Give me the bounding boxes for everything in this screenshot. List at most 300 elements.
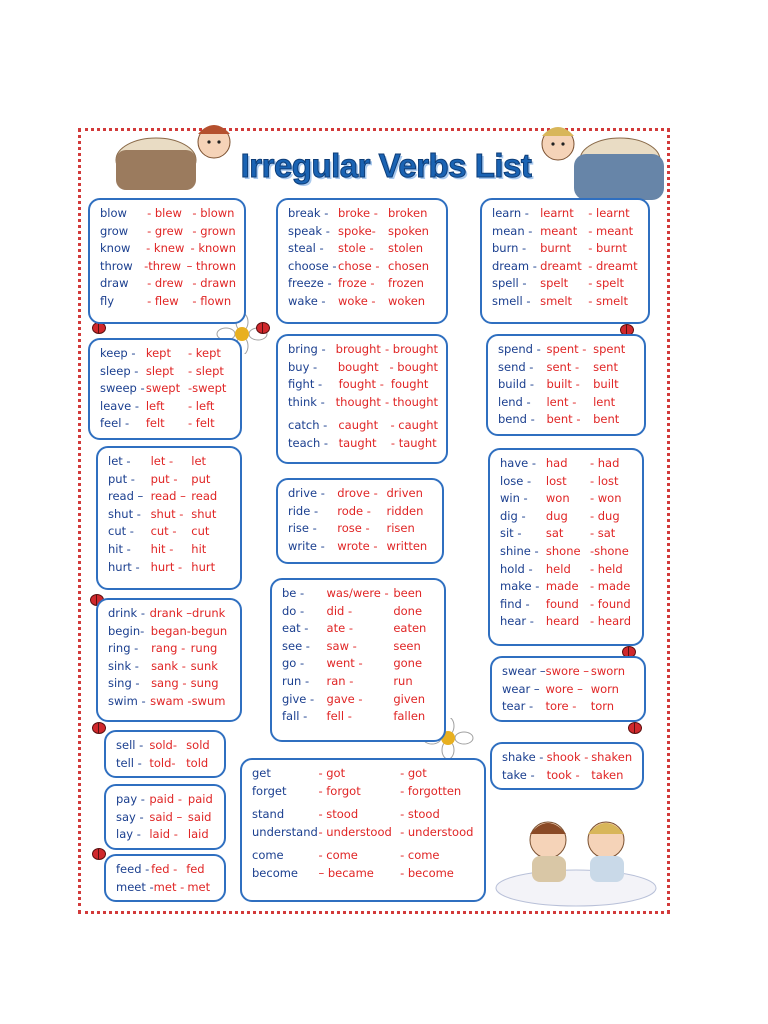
ladybug-icon xyxy=(92,848,106,860)
past-participle: read xyxy=(191,489,218,504)
verb-group xyxy=(502,663,636,716)
base-form: go - xyxy=(282,656,305,671)
verb-group xyxy=(288,417,438,452)
base-form: fly xyxy=(100,293,115,308)
base-form: buy - xyxy=(288,359,318,374)
past-participle: paid xyxy=(187,792,213,806)
past-participle: spoken xyxy=(388,223,429,238)
verb-group xyxy=(116,737,216,772)
past-simple: brought xyxy=(335,342,381,356)
base-form: fall - xyxy=(282,709,308,724)
past-participle: rung xyxy=(190,641,218,656)
past-simple: -threw xyxy=(144,258,182,273)
base-form: steal - xyxy=(288,241,324,256)
base-form: break - xyxy=(288,206,329,220)
verb-row xyxy=(498,411,636,429)
base-form: hold - xyxy=(500,561,533,576)
base-form: know xyxy=(100,241,131,256)
past-simple: broke - xyxy=(338,206,378,220)
past-participle: cut xyxy=(191,524,210,539)
verb-row xyxy=(498,394,636,412)
past-simple: smelt xyxy=(540,293,573,308)
past-participle: - left xyxy=(188,398,215,413)
past-simple: hurt - xyxy=(150,559,183,574)
base-form: get xyxy=(252,766,271,780)
ladybug-icon xyxy=(256,322,270,334)
verb-row xyxy=(288,341,438,359)
verb-row xyxy=(100,258,236,276)
base-form: wear – xyxy=(502,681,540,696)
verb-box-pay xyxy=(104,784,226,850)
verb-row xyxy=(500,490,634,508)
past-simple: built - xyxy=(546,377,580,392)
past-simple: had xyxy=(545,456,568,470)
base-form: spell - xyxy=(492,276,527,291)
past-simple: wore – xyxy=(545,681,583,696)
past-participle: risen xyxy=(386,521,415,536)
past-simple: said – xyxy=(149,809,183,824)
past-participle: - caught xyxy=(390,418,438,433)
verb-group xyxy=(100,205,236,311)
past-simple: tore - xyxy=(545,699,577,714)
past-participle: eaten xyxy=(393,621,427,636)
past-participle: - made xyxy=(589,579,631,594)
past-participle: written xyxy=(386,538,428,553)
verb-row xyxy=(288,417,438,435)
verb-row xyxy=(108,640,232,658)
past-participle: said xyxy=(187,809,212,824)
angels-on-cloud-illustration xyxy=(486,800,666,910)
verb-row xyxy=(100,293,236,311)
verb-row xyxy=(502,663,636,681)
past-participle: met xyxy=(187,879,211,894)
past-participle: - slept xyxy=(188,363,224,378)
past-simple: - flew xyxy=(147,293,179,308)
past-simple: saw - xyxy=(326,638,357,653)
past-participle: - grown xyxy=(192,223,236,238)
verb-row xyxy=(288,435,438,453)
verb-row xyxy=(498,359,636,377)
verb-row xyxy=(502,698,636,716)
verb-row xyxy=(500,473,634,491)
verb-box-sell xyxy=(104,730,226,778)
base-form: tear - xyxy=(502,699,534,714)
verb-row xyxy=(108,453,232,471)
verb-group xyxy=(288,341,438,411)
base-form: bring - xyxy=(288,342,326,356)
past-simple: held xyxy=(545,561,571,576)
past-simple: rode - xyxy=(337,503,371,518)
past-participle: let xyxy=(191,454,207,468)
past-participle: seen xyxy=(393,638,421,653)
base-form: draw xyxy=(100,276,129,291)
past-simple: wrote - xyxy=(337,538,378,553)
past-participle: - come xyxy=(400,848,440,863)
verb-row xyxy=(288,359,438,377)
past-simple: hit - xyxy=(150,541,174,556)
past-participle: done xyxy=(393,603,423,618)
verb-row xyxy=(288,520,434,538)
past-participle: - won xyxy=(589,491,622,506)
verb-group xyxy=(108,605,232,711)
past-simple: shook - xyxy=(546,750,589,764)
base-form: sink - xyxy=(108,658,139,673)
base-form: sweep - xyxy=(100,381,145,396)
verb-box-swear xyxy=(490,656,646,722)
past-participle: - stood xyxy=(400,807,440,822)
base-form: spend - xyxy=(498,342,541,356)
base-form: sit - xyxy=(500,526,522,541)
base-form: send - xyxy=(498,359,534,374)
past-simple: - stood xyxy=(318,807,359,822)
verb-row xyxy=(288,240,438,258)
base-form: find - xyxy=(500,596,530,611)
base-form: see - xyxy=(282,638,310,653)
base-form: begin- xyxy=(108,623,145,638)
base-form: burn - xyxy=(492,241,527,256)
past-participle: sworn xyxy=(590,664,626,678)
past-participle: - heard xyxy=(589,614,631,629)
verb-row xyxy=(252,865,476,883)
base-form: bend - xyxy=(498,412,535,427)
past-simple: fought - xyxy=(338,377,384,392)
verb-box-keep xyxy=(88,338,242,440)
base-form: run - xyxy=(282,673,310,688)
past-simple: shut - xyxy=(150,506,184,521)
past-participle: - drawn xyxy=(192,276,236,291)
past-simple: – became xyxy=(318,865,374,880)
past-simple: went - xyxy=(326,656,363,671)
past-participle: hurt xyxy=(191,559,216,574)
past-participle: fed xyxy=(186,862,205,876)
verb-row xyxy=(500,613,634,631)
verb-group xyxy=(100,345,232,433)
verb-row xyxy=(108,506,232,524)
base-form: shake - xyxy=(502,750,544,764)
verb-row xyxy=(288,275,438,293)
verb-group xyxy=(502,749,634,784)
past-simple: - forgot xyxy=(318,783,361,798)
verb-row xyxy=(288,538,434,556)
verb-box-get xyxy=(240,758,486,902)
past-participle: been xyxy=(393,586,423,600)
base-form: read – xyxy=(108,489,144,504)
past-simple: swore – xyxy=(545,664,590,678)
past-simple: told- xyxy=(149,755,176,770)
verb-row xyxy=(282,708,436,726)
past-participle: - had xyxy=(589,456,620,470)
base-form: smell - xyxy=(492,293,531,308)
verb-box-drink xyxy=(96,598,242,722)
base-form: pay - xyxy=(116,792,145,806)
verb-row xyxy=(282,655,436,673)
base-form: speak - xyxy=(288,223,330,238)
past-participle: sent xyxy=(593,359,618,374)
past-participle: - felt xyxy=(188,416,215,431)
past-simple: learnt xyxy=(540,206,574,220)
past-participle: torn xyxy=(590,699,615,714)
past-simple: swam - xyxy=(150,693,192,708)
verb-group xyxy=(116,861,216,896)
angel-left-illustration xyxy=(96,120,246,200)
past-participle: shut xyxy=(191,506,217,521)
verb-row xyxy=(252,765,476,783)
verb-box-feed xyxy=(104,854,226,902)
base-form: dream - xyxy=(492,258,537,273)
past-simple: caught xyxy=(338,418,379,433)
base-form: build - xyxy=(498,377,535,392)
verb-box-blow xyxy=(88,198,246,324)
base-form: blow xyxy=(100,206,127,220)
verb-row xyxy=(282,638,436,656)
base-form: fight - xyxy=(288,377,323,392)
past-simple: slept xyxy=(145,363,174,378)
verb-row xyxy=(282,585,436,603)
verb-row xyxy=(500,578,634,596)
past-simple: put - xyxy=(150,471,178,486)
past-simple: felt xyxy=(145,416,165,431)
past-participle: - flown xyxy=(192,293,232,308)
past-participle: built xyxy=(593,377,619,392)
past-simple: - grew xyxy=(147,223,184,238)
past-simple: let - xyxy=(150,454,174,468)
base-form: make - xyxy=(500,579,540,594)
past-simple: left xyxy=(145,398,165,413)
past-participle: - spelt xyxy=(588,276,625,291)
verb-row xyxy=(108,693,232,711)
base-form: be - xyxy=(282,586,305,600)
past-simple: taught xyxy=(338,435,377,450)
verb-row xyxy=(116,755,216,773)
base-form: sleep - xyxy=(100,363,139,378)
past-participle: lent xyxy=(593,394,616,409)
past-participle: spent xyxy=(593,342,626,356)
base-form: meet - xyxy=(116,879,154,894)
verb-row xyxy=(100,398,232,416)
past-participle: - become xyxy=(400,865,454,880)
past-participle: swum xyxy=(191,693,226,708)
base-form: ring - xyxy=(108,641,139,656)
past-participle: -shone xyxy=(589,543,629,558)
verb-box-be xyxy=(270,578,446,742)
past-simple: ran - xyxy=(326,673,354,688)
past-simple: burnt xyxy=(540,241,572,256)
past-simple: meant xyxy=(540,223,578,238)
past-participle: put xyxy=(191,471,211,486)
verb-box-bring xyxy=(276,334,448,464)
past-simple: dug xyxy=(545,508,568,523)
past-participle: frozen xyxy=(388,276,424,291)
base-form: mean - xyxy=(492,223,533,238)
verb-group xyxy=(282,585,436,726)
verb-row xyxy=(108,559,232,577)
past-simple: shone xyxy=(545,543,581,558)
verb-group xyxy=(498,341,636,429)
verb-row xyxy=(288,293,438,311)
ladybug-icon xyxy=(92,722,106,734)
past-participle: bent xyxy=(593,412,620,427)
verb-row xyxy=(288,485,434,503)
past-simple: bought xyxy=(337,359,379,374)
verb-row xyxy=(252,806,476,824)
past-participle: - lost xyxy=(589,473,619,488)
base-form: forget xyxy=(252,783,287,798)
past-simple: - understood xyxy=(318,824,392,839)
verb-row xyxy=(108,658,232,676)
past-participle: told xyxy=(186,755,209,770)
past-participle: run xyxy=(393,673,413,688)
past-simple: fed - xyxy=(151,862,178,876)
verb-box-break xyxy=(276,198,448,324)
past-simple: rang - xyxy=(151,641,186,656)
past-participle: woken xyxy=(388,293,426,308)
verb-group xyxy=(252,847,476,882)
past-simple: cut - xyxy=(150,524,177,539)
past-participle: - smelt xyxy=(588,293,628,308)
base-form: lend - xyxy=(498,394,531,409)
verb-box-let xyxy=(96,446,242,590)
verb-row xyxy=(116,879,216,897)
past-simple: heard xyxy=(545,614,580,629)
verb-row xyxy=(116,826,216,844)
verb-row xyxy=(100,205,236,223)
base-form: lay - xyxy=(116,827,141,842)
verb-row xyxy=(502,749,634,767)
past-participle: driven xyxy=(386,486,423,500)
verb-box-drive xyxy=(276,478,444,564)
verb-row xyxy=(500,508,634,526)
base-form: shut - xyxy=(108,506,141,521)
past-participle: laid xyxy=(187,827,209,842)
base-form: let - xyxy=(108,454,131,468)
base-form: do - xyxy=(282,603,305,618)
past-participle: broken xyxy=(388,206,428,220)
base-form: teach - xyxy=(288,435,329,450)
past-simple: woke - xyxy=(338,293,376,308)
base-form: come xyxy=(252,848,284,863)
verb-row xyxy=(282,603,436,621)
past-simple: bent - xyxy=(546,412,581,427)
verb-row xyxy=(502,767,634,785)
base-form: drive - xyxy=(288,486,325,500)
base-form: write - xyxy=(288,538,325,553)
verb-row xyxy=(492,258,640,276)
verb-row xyxy=(252,824,476,842)
past-participle: fought xyxy=(390,377,429,392)
base-form: ride - xyxy=(288,503,319,518)
past-participle: – thrown xyxy=(186,258,236,273)
past-participle: begun xyxy=(190,623,228,638)
base-form: grow xyxy=(100,223,129,238)
verb-row xyxy=(282,620,436,638)
verb-row xyxy=(500,455,634,473)
past-participle: - bought xyxy=(389,359,438,374)
verb-row xyxy=(100,415,232,433)
base-form: dig - xyxy=(500,508,526,523)
past-participle: shaken xyxy=(591,750,633,764)
past-simple: was/were - xyxy=(326,586,389,600)
past-simple: - come xyxy=(318,848,358,863)
base-form: become xyxy=(252,865,299,880)
base-form: feel - xyxy=(100,416,130,431)
verb-row xyxy=(288,376,438,394)
verb-row xyxy=(252,783,476,801)
past-simple: made xyxy=(545,579,579,594)
verb-group xyxy=(252,765,476,800)
verb-row xyxy=(500,596,634,614)
past-participle: fallen xyxy=(393,709,426,724)
base-form: catch - xyxy=(288,418,328,433)
past-simple: fell - xyxy=(326,709,352,724)
past-simple: ate - xyxy=(326,621,353,636)
past-simple: drove - xyxy=(337,486,378,500)
verb-row xyxy=(100,240,236,258)
verb-row xyxy=(498,341,636,359)
base-form: learn - xyxy=(492,206,529,220)
verb-row xyxy=(492,275,640,293)
past-simple: sang - xyxy=(151,676,187,691)
past-simple: stole - xyxy=(338,241,374,256)
verb-row xyxy=(108,605,232,623)
past-simple: sold- xyxy=(149,738,177,752)
base-form: win - xyxy=(500,491,528,506)
past-participle: - got xyxy=(400,766,427,780)
past-participle: worn xyxy=(590,681,619,696)
verb-row xyxy=(108,541,232,559)
verb-row xyxy=(252,847,476,865)
verb-box-shake xyxy=(490,742,644,790)
verb-row xyxy=(108,523,232,541)
past-participle: - dreamt xyxy=(588,258,638,273)
verb-group xyxy=(500,455,634,631)
base-form: give - xyxy=(282,691,315,706)
base-form: eat - xyxy=(282,621,309,636)
base-form: have - xyxy=(500,456,537,470)
past-participle: - learnt xyxy=(588,206,630,220)
past-simple: - got xyxy=(318,766,346,780)
verb-row xyxy=(116,737,216,755)
base-form: put - xyxy=(108,471,135,486)
verb-row xyxy=(492,205,640,223)
page-title: Irregular Verbs List xyxy=(240,147,532,184)
base-form: think - xyxy=(288,394,325,409)
verb-row xyxy=(498,376,636,394)
past-participle: gone xyxy=(393,656,423,671)
past-simple: won xyxy=(545,491,570,506)
base-form: throw xyxy=(100,258,133,273)
past-simple: - blew xyxy=(147,206,182,220)
past-participle: ridden xyxy=(386,503,424,518)
past-simple: rose - xyxy=(337,521,370,536)
past-simple: drank – xyxy=(149,606,193,620)
base-form: hit - xyxy=(108,541,131,556)
past-simple: paid - xyxy=(149,792,182,806)
past-participle: - known xyxy=(190,241,236,256)
base-form: feed - xyxy=(116,862,150,876)
past-simple: - knew xyxy=(146,241,185,256)
past-simple: gave - xyxy=(326,691,363,706)
verb-row xyxy=(116,861,216,879)
base-form: hurt - xyxy=(108,559,140,574)
verb-row xyxy=(500,561,634,579)
past-participle: chosen xyxy=(388,258,430,273)
past-simple: chose - xyxy=(338,258,380,273)
past-participle: - kept xyxy=(188,346,221,360)
verb-row xyxy=(492,293,640,311)
past-simple: spoke- xyxy=(338,223,376,238)
verb-row xyxy=(108,623,232,641)
base-form: understand xyxy=(252,824,318,839)
